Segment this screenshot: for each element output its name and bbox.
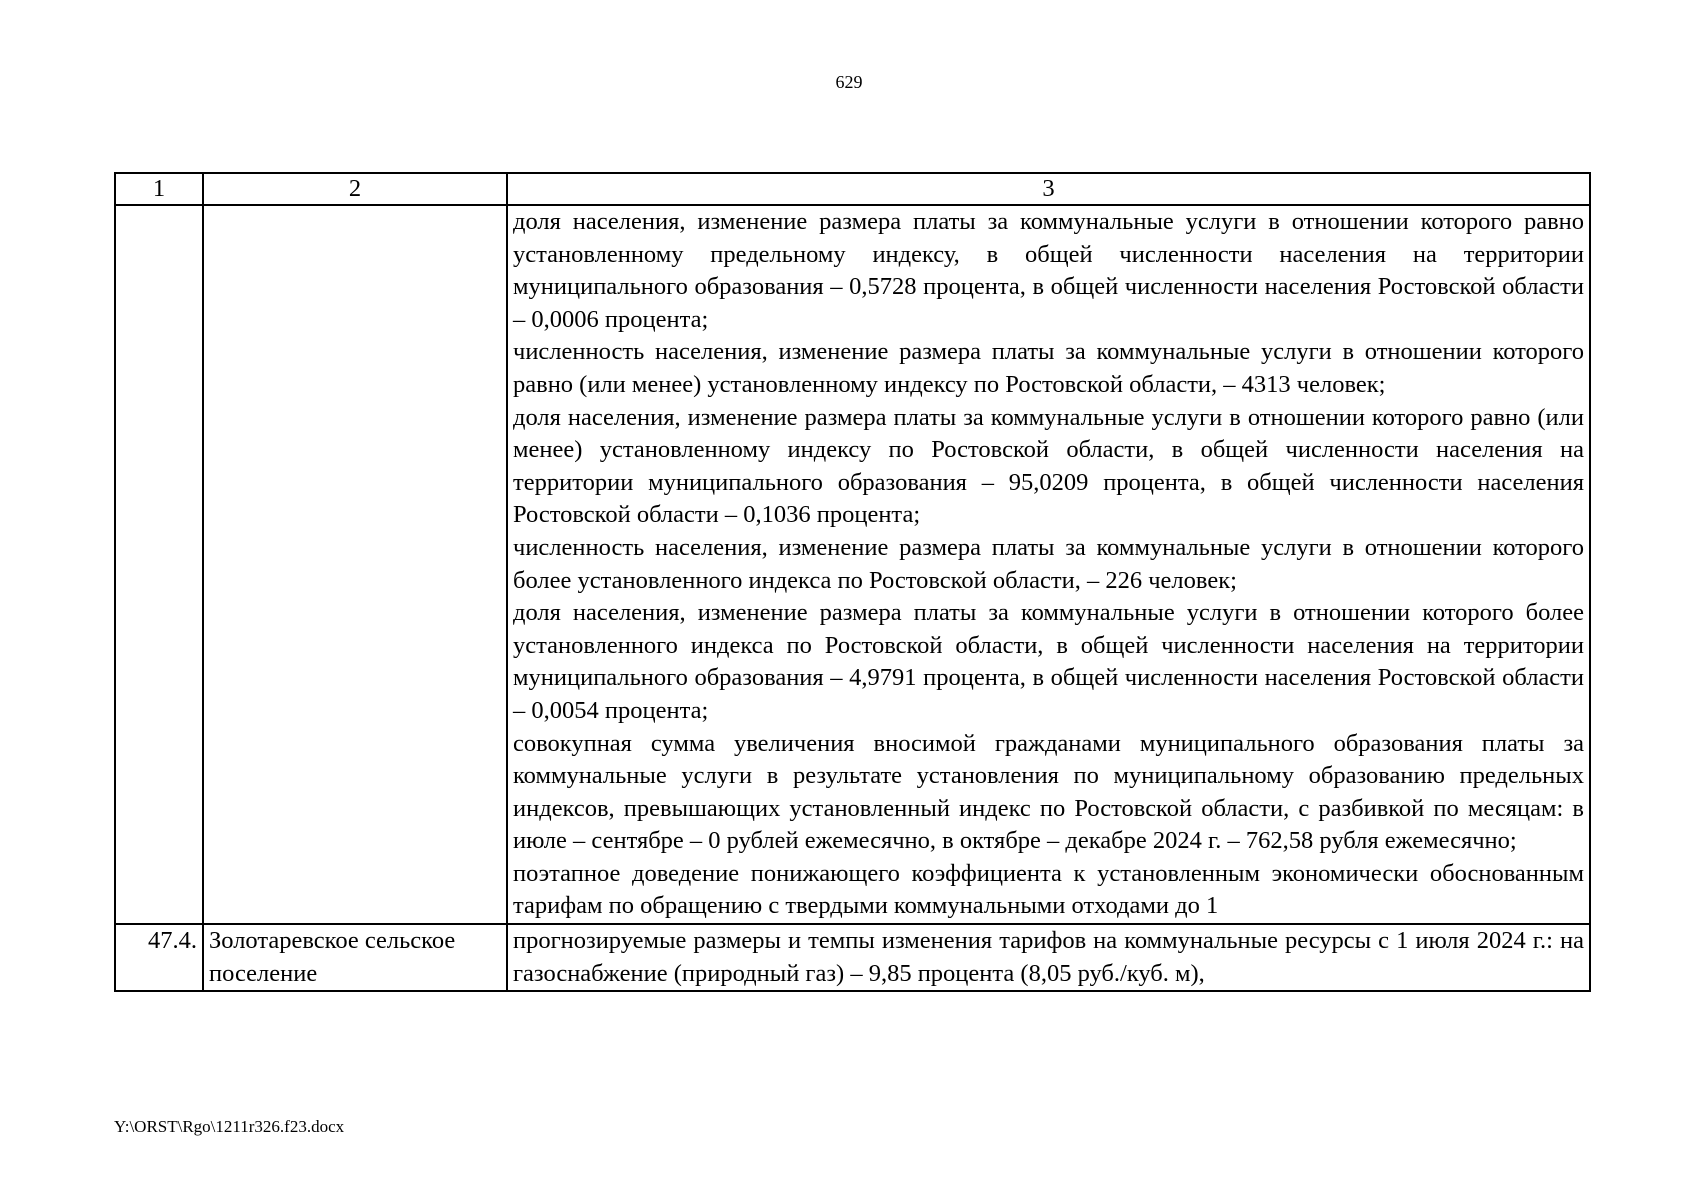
row-name: Золотаревское сельское поселение — [203, 924, 507, 991]
paragraph: прогнозируемые размеры и темпы изменения тарифов на коммунальные ресурсы с 1 июля 2024 г.: на газоснабжение (природный газ) – 9,85 процента (8,05 руб./куб. м), — [513, 927, 1584, 987]
column-header-3: 3 — [507, 173, 1590, 205]
column-header-2: 2 — [203, 173, 507, 205]
paragraph: доля населения, изменение размера платы за коммунальные услуги в отношении которого более установленного индекса по Ростовской области, в общей численности населения на территории муниципального образования – 4,9791 процента, в общей численности населения Ростовской области – 0,0054 процента; — [513, 599, 1584, 724]
paragraph: поэтапное доведение понижающего коэффициента к установленным экономически обоснованным тарифам по обращению с твердыми коммунальными отходами до 1 — [513, 859, 1584, 920]
table-row — [115, 924, 1590, 991]
paragraph: доля населения, изменение размера платы за коммунальные услуги в отношении которого равно (или менее) установленному индексу по Ростовской области, в общей численности населения на территории муниципального образования – 95,0209 процента, в общей численности населения Ростовской области – 0,1036 процента; — [513, 403, 1584, 529]
footer-file-path: Y:\ORST\Rgo\1211r326.f23.docx — [114, 1117, 345, 1136]
document-table — [114, 172, 1591, 992]
table-row — [115, 205, 1590, 924]
column-header-1: 1 — [115, 173, 203, 205]
row-number — [115, 205, 203, 924]
table-header-row — [115, 173, 1590, 205]
page-number: 629 — [835, 72, 863, 92]
row-content — [507, 924, 1590, 991]
paragraph: численность населения, изменение размера платы за коммунальные услуги в отношении которого более установленного индекса по Ростовской области, – 226 человек; — [513, 533, 1584, 594]
paragraph: доля населения, изменение размера платы за коммунальные услуги в отношении которого равно установленному предельному индексу, в общей численности населения на территории муниципального образования – 0,5728 процента, в общей численности населения Ростовской области – 0,0006 процента; — [513, 208, 1584, 333]
paragraph: численность населения, изменение размера платы за коммунальные услуги в отношении которого равно (или менее) установленному индексу по Ростовской области, – 4313 человек; — [513, 338, 1584, 398]
paragraph: совокупная сумма увеличения вносимой гражданами муниципального образования платы за коммунальные услуги в результате установления по муниципальному образованию предельных индексов, превышающих установленный индекс по Ростовской области, с разбивкой по месяцам: в июле – сентябре – 0 рублей ежемесячно, в октябре – декабре 2024 г. – 762,58 рубля ежемесячно; — [513, 729, 1584, 855]
row-content — [507, 205, 1590, 924]
row-name — [203, 205, 507, 924]
row-number: 47.4. — [115, 924, 203, 991]
